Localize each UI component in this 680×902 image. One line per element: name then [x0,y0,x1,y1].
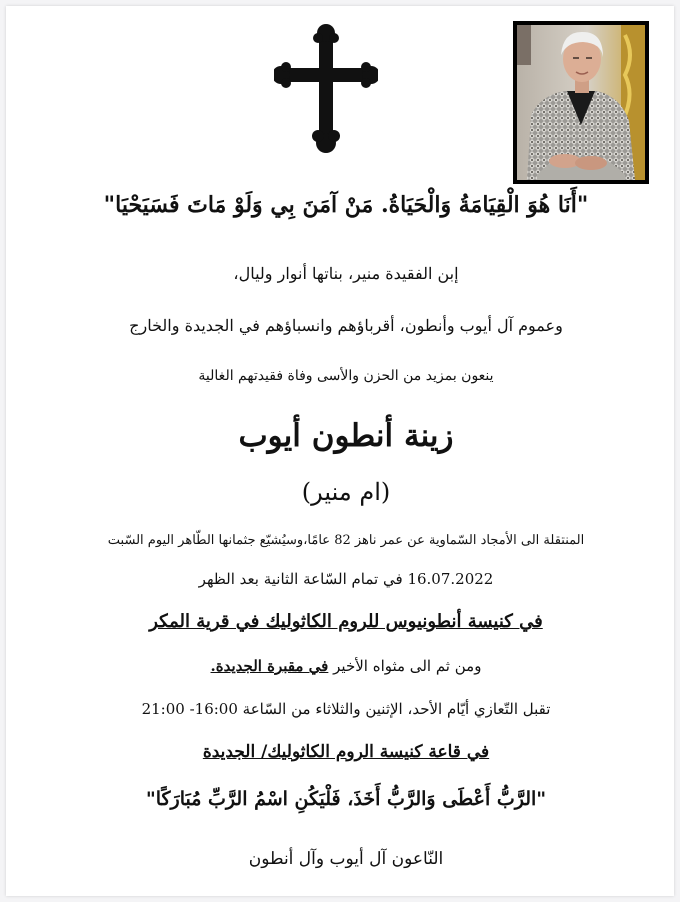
burial-line [6,657,680,675]
deceased-name: زينة أنطون أيوب [238,418,454,454]
cross-icon [274,24,378,154]
family-sons-line: إبن الفقيدة منير، بناتها أنوار وليال، [233,264,459,283]
mourning-announcement: ينعون بمزيد من الحزن والأسى وفاة فقيدتهم الغالية [198,368,494,384]
opening-verse: "أَنَا هُوَ الْقِيَامَةُ وَالْحَيَاةُ. مَنْ آمَنَ بِي وَلَوْ مَاتَ فَسَيَحْيَا" [103,192,589,218]
condolence-hall: في قاعة كنيسة الروم الكاثوليك/ الجديدة [202,742,490,762]
burial-place: في مقبرة الجديدة. [210,657,329,675]
family-relatives-line: وعموم آل أيوب وأنطون، أقرباؤهم وانسباؤهم في الجديدة والخارج [129,316,563,335]
condolence-times: تقبل التّعازي أيّام الأحد، الإثنين والثلاثاء من السّاعة 16:00- 21:00 [141,700,551,718]
passing-details: المنتقلة الى الأمجاد السّماوية عن عمر ناهز 82 عامًا،وسيُشيّع جثمانها الطّاهر اليوم السّبت [107,533,585,548]
funeral-church: في كنيسة أنطونيوس للروم الكاثوليك في قرية المكر [149,611,543,632]
obituary-page [6,6,674,896]
funeral-date-time: 16.07.2022 في تمام السّاعة الثانية بعد الظهر [198,570,494,588]
burial-prefix: ومن ثم الى مثواه الأخير [333,657,482,675]
mourners-signature: النّاعون آل أيوب وآل أنطون [248,849,444,869]
closing-verse: "الرَّبُّ أَعْطَى وَالرَّبُّ أَخَذَ، فَلْيَكُنِ اسْمُ الرَّبِّ مُبَارَكًا" [145,788,547,810]
deceased-nickname: (ام منير) [301,478,391,506]
portrait-photo [513,21,649,184]
